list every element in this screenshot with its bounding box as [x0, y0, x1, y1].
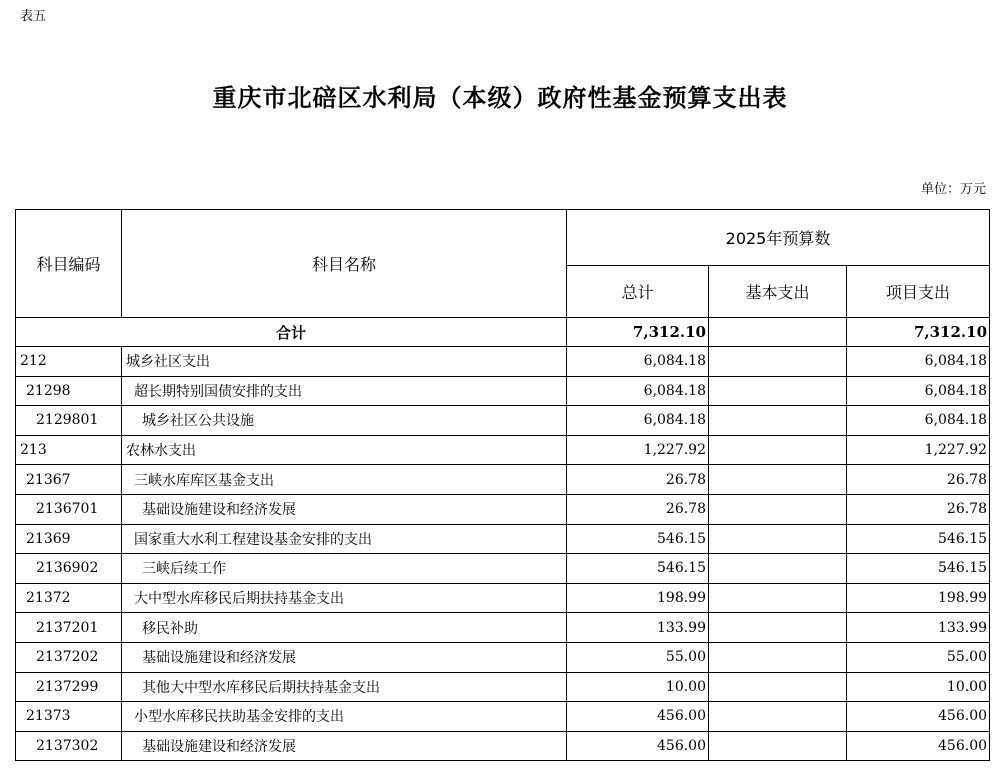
table-row: [16, 731, 990, 761]
row-project: 1,227.92: [847, 435, 990, 465]
row-code: 2137201: [16, 613, 122, 643]
row-basic: [709, 702, 847, 732]
row-code: 2136701: [16, 494, 122, 524]
row-basic: [709, 554, 847, 584]
row-project: 546.15: [847, 524, 990, 554]
total-total: 7,312.10: [567, 318, 709, 347]
row-basic: [709, 583, 847, 613]
table-row: [16, 672, 990, 702]
row-name: 国家重大水利工程建设基金安排的支出: [122, 524, 567, 554]
row-total: 26.78: [567, 494, 709, 524]
row-basic: [709, 406, 847, 436]
row-project: 6,084.18: [847, 347, 990, 377]
row-total: 133.99: [567, 613, 709, 643]
table-row: [16, 406, 990, 436]
row-name: 基础设施建设和经济发展: [122, 731, 567, 761]
row-code: 2136902: [16, 554, 122, 584]
table-row: [16, 554, 990, 584]
row-total: 55.00: [567, 642, 709, 672]
table-row: [16, 465, 990, 495]
row-basic: [709, 613, 847, 643]
row-code: 21369: [16, 524, 122, 554]
row-code: 213: [16, 435, 122, 465]
row-total: 26.78: [567, 465, 709, 495]
header-name: 科目名称: [122, 210, 567, 318]
total-row: [16, 318, 990, 347]
table-row: [16, 376, 990, 406]
row-total: 198.99: [567, 583, 709, 613]
table-row: [16, 494, 990, 524]
row-name: 三峡水库库区基金支出: [122, 465, 567, 495]
row-basic: [709, 465, 847, 495]
row-basic: [709, 731, 847, 761]
row-project: 6,084.18: [847, 406, 990, 436]
row-code: 2137202: [16, 642, 122, 672]
row-basic: [709, 524, 847, 554]
row-code: 212: [16, 347, 122, 377]
row-name: 大中型水库移民后期扶持基金支出: [122, 583, 567, 613]
row-total: 546.15: [567, 554, 709, 584]
row-name: 城乡社区公共设施: [122, 406, 567, 436]
row-code: 2137302: [16, 731, 122, 761]
row-project: 55.00: [847, 642, 990, 672]
row-code: 21373: [16, 702, 122, 732]
row-total: 6,084.18: [567, 347, 709, 377]
header-total: 总计: [567, 266, 709, 318]
row-name: 移民补助: [122, 613, 567, 643]
total-project: 7,312.10: [847, 318, 990, 347]
row-basic: [709, 376, 847, 406]
row-name: 小型水库移民扶助基金安排的支出: [122, 702, 567, 732]
row-code: 21298: [16, 376, 122, 406]
row-project: 26.78: [847, 494, 990, 524]
row-basic: [709, 347, 847, 377]
row-code: 21372: [16, 583, 122, 613]
row-project: 133.99: [847, 613, 990, 643]
header-code: 科目编码: [16, 210, 122, 318]
header-budget-group: 2025年预算数: [567, 210, 990, 266]
row-name: 基础设施建设和经济发展: [122, 494, 567, 524]
table-row: [16, 613, 990, 643]
row-name: 超长期特别国债安排的支出: [122, 376, 567, 406]
row-basic: [709, 435, 847, 465]
row-total: 10.00: [567, 672, 709, 702]
total-basic: [709, 318, 847, 347]
table-row: [16, 702, 990, 732]
row-code: 2129801: [16, 406, 122, 436]
table-row: [16, 583, 990, 613]
row-name: 城乡社区支出: [122, 347, 567, 377]
row-project: 546.15: [847, 554, 990, 584]
header-project: 项目支出: [847, 266, 990, 318]
unit-label: 单位：万元: [920, 182, 986, 197]
row-name: 其他大中型水库移民后期扶持基金支出: [122, 672, 567, 702]
row-basic: [709, 494, 847, 524]
total-label: 合计: [16, 318, 567, 347]
row-project: 456.00: [847, 702, 990, 732]
row-project: 456.00: [847, 731, 990, 761]
table-row: [16, 347, 990, 377]
row-name: 农林水支出: [122, 435, 567, 465]
table-row: [16, 435, 990, 465]
row-name: 三峡后续工作: [122, 554, 567, 584]
table-row: [16, 524, 990, 554]
budget-table: [15, 209, 990, 761]
row-total: 456.00: [567, 731, 709, 761]
row-basic: [709, 642, 847, 672]
header-basic: 基本支出: [709, 266, 847, 318]
row-basic: [709, 672, 847, 702]
table-row: [16, 642, 990, 672]
row-project: 26.78: [847, 465, 990, 495]
row-name: 基础设施建设和经济发展: [122, 642, 567, 672]
row-code: 2137299: [16, 672, 122, 702]
row-total: 6,084.18: [567, 376, 709, 406]
row-total: 6,084.18: [567, 406, 709, 436]
page-title: 重庆市北碚区水利局（本级）政府性基金预算支出表: [212, 84, 788, 112]
table-number-label: 表五: [20, 9, 47, 24]
row-project: 6,084.18: [847, 376, 990, 406]
row-total: 1,227.92: [567, 435, 709, 465]
row-project: 10.00: [847, 672, 990, 702]
row-total: 456.00: [567, 702, 709, 732]
row-project: 198.99: [847, 583, 990, 613]
row-total: 546.15: [567, 524, 709, 554]
row-code: 21367: [16, 465, 122, 495]
